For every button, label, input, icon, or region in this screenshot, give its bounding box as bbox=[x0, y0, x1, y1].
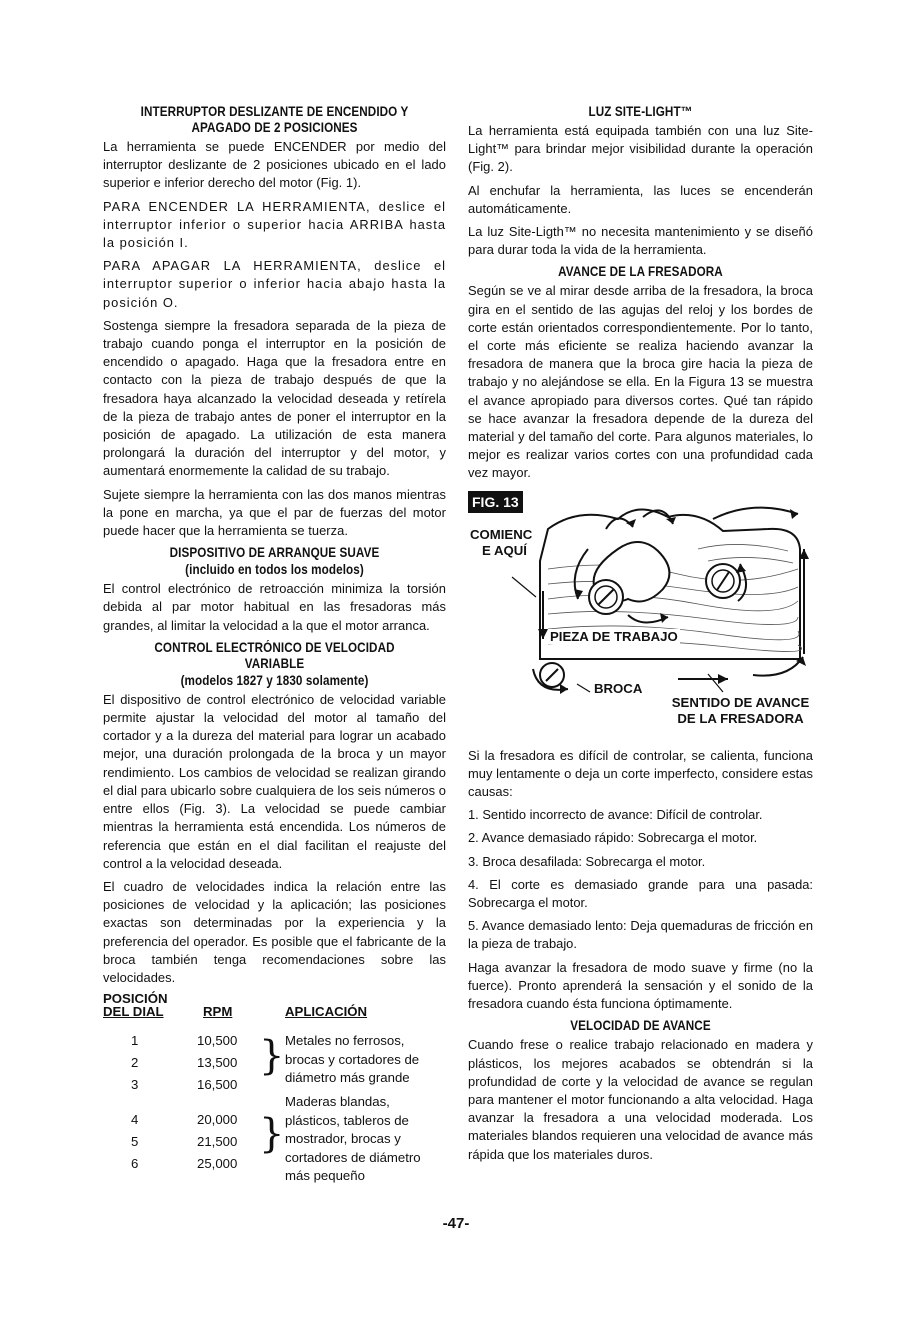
bit-label: BROCA bbox=[594, 680, 643, 696]
speed-control-title: CONTROL ELECTRÓNICO DE VELOCIDAD VARIABLE bbox=[154, 639, 395, 671]
speed-control-paragraph-1: El dispositivo de control electrónico de velocidad variable permite ajustar la velocidad del motor al tamaño del cortador y a la dureza del material para lograr un acabado mejor, una duración prolongada de la broca y un mayor rendimiento. Los cambios de velocidad se realizan girando el dial para ubicarlo sobre cualquiera de los seis números o entre ellos (Fig. 3). La velocidad se puede cambiar mientras la herramienta está encendida. Los números de referencia que están en el dial facilitan el reajuste del control a la velocidad deseada. bbox=[103, 691, 446, 871]
dial-value: 3 bbox=[131, 1077, 139, 1093]
switch-title bbox=[127, 104, 422, 136]
feed-direction-label-line1: SENTIDO DE AVANCE bbox=[671, 694, 810, 710]
rpm-value: 25,000 bbox=[197, 1156, 238, 1172]
figure-tag: FIG. 13 bbox=[468, 491, 523, 513]
application-line: más pequeño bbox=[285, 1168, 365, 1184]
dial-value: 6 bbox=[131, 1156, 139, 1172]
start-label-line2: E AQUÍ bbox=[482, 542, 527, 558]
rpm-value: 10,500 bbox=[197, 1033, 238, 1049]
list-item: 1. Sentido incorrecto de avance: Difícil de controlar. bbox=[468, 807, 763, 823]
site-light-paragraph-1: La herramienta está equipada también con una luz Site-Light™ para brindar mejor visibilidad durante la operación (Fig. 2). bbox=[468, 123, 813, 175]
application-line: mostrador, brocas y bbox=[285, 1131, 401, 1147]
dial-value: 1 bbox=[131, 1033, 139, 1049]
switch-paragraph-1: La herramienta se puede ENCENDER por medio del interruptor deslizante de 2 posiciones ubicado en el lado superior e inferior derecho del motor (Fig. 1). bbox=[103, 139, 446, 191]
feed-title: AVANCE DE LA FRESADORA bbox=[558, 264, 723, 280]
application-line: plásticos, tableros de bbox=[285, 1112, 409, 1128]
rpm-value: 21,500 bbox=[197, 1134, 238, 1150]
site-light-paragraph-3: La luz Site-Ligth™ no necesita mantenimiento y se diseñó para durar toda la vida de la herramienta. bbox=[468, 224, 813, 258]
switch-paragraph-4: Sostenga siempre la fresadora separada de la pieza de trabajo cuando ponga el interruptor en la posición de encendido o apagado. Haga que la fresadora entre en contacto con la pieza de trabajo después de que la fresadora haya alcanzado la velocidad deseada y retírela de la pieza de trabajo antes de poner el interruptor en la posición de apagado. La utilización de esta manera prolongará la duración del interruptor y del motor, y aumentará enormemente la calidad de su trabajo. bbox=[103, 317, 446, 479]
trouble-paragraph-2: Haga avanzar la fresadora de modo suave y firme (no la fuerce). Pronto aprenderá la sensación y el sonido de la fresadora cuando ésta funciona óptimamente. bbox=[468, 959, 813, 1012]
switch-title-line2: APAGADO DE 2 POSICIONES bbox=[191, 120, 358, 135]
application-line: Maderas blandas, bbox=[285, 1094, 390, 1110]
dial-value: 4 bbox=[131, 1112, 139, 1128]
switch-paragraph-3: PARA APAGAR LA HERRAMIENTA, deslice el interruptor superior o inferior hacia abajo hasta la posición O. bbox=[103, 258, 446, 310]
rpm-value: 20,000 bbox=[197, 1112, 238, 1128]
list-item: 4. El corte es demasiado grande para una pasada: Sobrecarga el motor. bbox=[468, 876, 813, 911]
brace-icon: } bbox=[259, 1111, 285, 1158]
header-dial-line2: DEL DIAL bbox=[103, 1004, 164, 1020]
soft-start-title: DISPOSITIVO DE ARRANQUE SUAVE bbox=[169, 545, 380, 561]
soft-start-subtitle: (incluido en todos los modelos) bbox=[185, 562, 364, 578]
start-label-line1: COMIENC bbox=[470, 526, 533, 542]
header-dial-line1: POSICIÓN bbox=[103, 991, 168, 1007]
switch-paragraph-2: PARA ENCENDER LA HERRAMIENTA, deslice el interruptor inferior o superior hacia ARRIBA hasta la posición I. bbox=[103, 198, 446, 251]
dial-value: 2 bbox=[131, 1055, 139, 1071]
figure-13 bbox=[468, 489, 813, 739]
list-item: 3. Broca desafilada: Sobrecarga el motor. bbox=[468, 853, 706, 869]
application-group-1 bbox=[285, 1032, 419, 1088]
application-line: diámetro más grande bbox=[285, 1070, 410, 1086]
right-column bbox=[468, 104, 813, 1169]
page-number: -47- bbox=[442, 1215, 470, 1232]
list-item: 5. Avance demasiado lento: Deja quemaduras de fricción en la pieza de trabajo. bbox=[468, 918, 813, 952]
header-rpm: RPM bbox=[203, 1004, 233, 1020]
speed-table bbox=[103, 992, 446, 1192]
speed-control-subtitle: (modelos 1827 y 1830 solamente) bbox=[180, 672, 369, 688]
site-light-title: LUZ SITE-LIGHT™ bbox=[588, 104, 693, 119]
list-item: 2. Avance demasiado rápido: Sobrecarga el motor. bbox=[468, 830, 758, 846]
application-line: brocas y cortadores de bbox=[285, 1051, 420, 1067]
speed-control-paragraph-2: El cuadro de velocidades indica la relación entre las posiciones de velocidad y la aplicación; las posiciones exactas son determinadas por la experiencia y la preferencia del operador. Es posible que el fabricante de la broca también tenga recomendaciones sobre las velocidades. bbox=[103, 878, 446, 985]
left-column bbox=[103, 104, 446, 1192]
dial-value: 5 bbox=[131, 1134, 139, 1150]
rpm-value: 16,500 bbox=[197, 1077, 238, 1093]
application-line: Metales no ferrosos, bbox=[285, 1033, 405, 1049]
feed-paragraph: Según se ve al mirar desde arriba de la fresadora, la broca gira en el sentido de las agujas del reloj y los bordes de corte están orientados correspondientemente. Por lo tanto, el corte más eficiente se realiza haciendo avanzar la fresadora de manera que la broca gire hacia la pieza de trabajo y no alejándose se ella. En la Figura 13 se muestra el avance apropiado para diversos cortes. Qué tan rápido se hace avanzar la fresadora depende de la dureza del material y del tamaño del corte. Para algunos materiales, lo mejor es realizar varios cortes con una profundidad cada vez mayor. bbox=[468, 283, 813, 481]
feed-direction-label-line2: DE LA FRESADORA bbox=[677, 710, 804, 726]
switch-title-line1: INTERRUPTOR DESLIZANTE DE ENCENDIDO Y bbox=[140, 104, 409, 119]
soft-start-paragraph: El control electrónico de retroacción minimiza la torsión debida al par motor habitual en las fresadoras más grandes, al limitar la velocidad a la que el motor arranca. bbox=[103, 581, 446, 633]
brace-icon: } bbox=[259, 1033, 285, 1080]
trouble-paragraph-1: Si la fresadora es difícil de controlar, se calienta, funciona muy lentamente o deja un corte imperfecto, considere estas causas: bbox=[468, 747, 813, 800]
site-light-paragraph-2: Al enchufar la herramienta, las luces se encenderán automáticamente. bbox=[468, 182, 813, 216]
application-group-2 bbox=[285, 1093, 421, 1186]
feed-rate-paragraph: Cuando frese o realice trabajo relacionado en madera y plásticos, los mejores acabados se obtendrán si la profundidad de corte y la velocidad de avance se regulan para mantener el motor funcionando a alta velocidad. Haga avanzar la fresadora a una velocidad moderada. Los materiales blandos requieren una velocidad de avance más rápida que los materiales duros. bbox=[468, 1037, 813, 1162]
trouble-list bbox=[468, 806, 813, 953]
workpiece-label: PIEZA DE TRABAJO bbox=[550, 628, 678, 644]
switch-paragraph-5: Sujete siempre la herramienta con las dos manos mientras la pone en marcha, ya que el par de fuerzas del motor puede hacer que la herramienta se tuerza. bbox=[103, 486, 446, 539]
feed-rate-title: VELOCIDAD DE AVANCE bbox=[570, 1018, 711, 1034]
rpm-value: 13,500 bbox=[197, 1055, 238, 1071]
application-line: cortadores de diámetro bbox=[285, 1149, 421, 1165]
header-application: APLICACIÓN bbox=[285, 1004, 368, 1020]
